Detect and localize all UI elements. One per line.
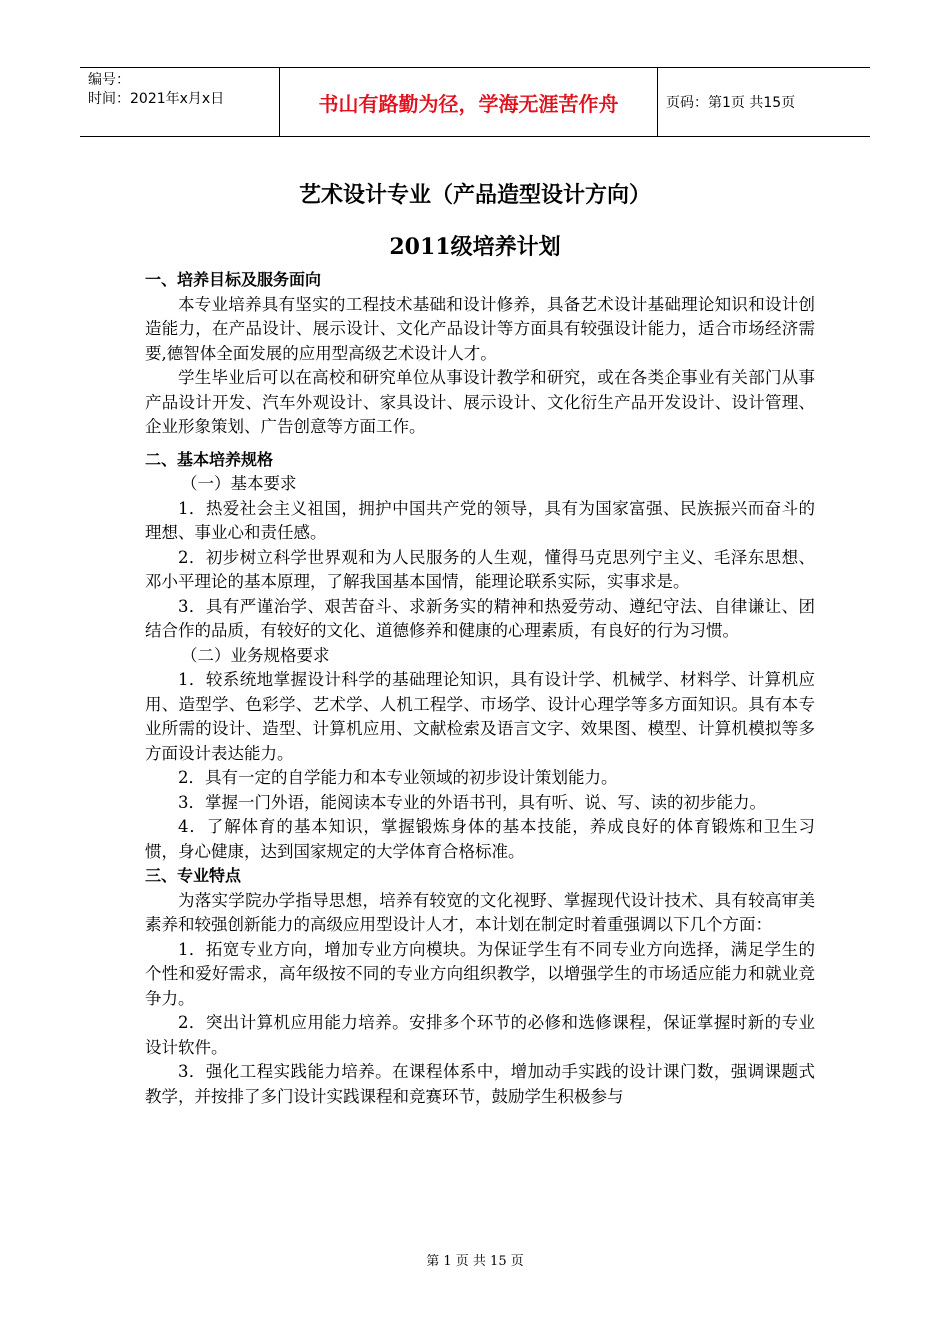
list-item: 1．拓宽专业方向，增加专业方向模块。为保证学生有不同专业方向选择，满足学生的个性和爱好需求，高年级按不同的专业方向组织教学，以增强学生的市场适应能力和就业竞争力。 <box>145 939 815 1008</box>
document-subtitle: 2011级培养计划 <box>389 234 561 260</box>
list-item: 1．热爱社会主义祖国，拥护中国共产党的领导，具有为国家富强、民族振兴而奋斗的理想、事业心和责任感。 <box>145 498 815 542</box>
header-motto: 书山有路勤为径，学海无涯苦作舟 <box>280 68 658 136</box>
time-label: 时间：2021年x月x日 <box>88 91 225 107</box>
section-heading-2: 二、基本培养规格 <box>145 449 274 469</box>
list-item: 3．具有严谨治学、艰苦奋斗、求新务实的精神和热爱劳动、遵纪守法、自律谦让、团结合作的品质，有较好的文化、道德修养和健康的心理素质，有良好的行为习惯。 <box>145 596 815 640</box>
header-page-info: 页码：第1页 共15页 <box>666 95 796 111</box>
page-footer: 第 1 页 共 15 页 <box>426 1254 524 1269</box>
list-item: 2．具有一定的自学能力和本专业领域的初步设计策划能力。 <box>178 768 618 787</box>
paragraph: 为落实学院办学指导思想，培养有较宽的文化视野、掌握现代设计技术、具有较高审美素养和较强创新能力的高级应用型设计人才，本计划在制定时着重强调以下几个方面： <box>145 890 815 934</box>
section-heading-1: 一、培养目标及服务面向 <box>145 270 322 289</box>
list-item: 2．初步树立科学世界观和为人民服务的人生观，懂得马克思列宁主义、毛泽东思想、邓小平理论的基本原理，了解我国基本国情，能理论联系实际，实事求是。 <box>145 547 815 591</box>
subsection-heading: （一）基本要求 <box>181 474 297 493</box>
document-body <box>145 268 815 1109</box>
list-item: 3．强化工程实践能力培养。在课程体系中，增加动手实践的设计课门数，强调课题式教学，并按排了多门设计实践课程和竞赛环节，鼓励学生积极参与 <box>145 1062 815 1106</box>
list-item: 3．掌握一门外语，能阅读本专业的外语书刊，具有听、说、写、读的初步能力。 <box>178 792 766 812</box>
list-item: 1．较系统地掌握设计科学的基础理论知识，具有设计学、机械学、材料学、计算机应用、造型学、色彩学、艺术学、人机工程学、市场学、设计心理学等多方面知识。具有本专业所需的设计、造型、计算机应用、文献检索及语言文字、效果图、模型、计算机模拟等多方面设计表达能力。 <box>145 670 815 763</box>
paragraph: 本专业培养具有坚实的工程技术基础和设计修养，具备艺术设计基础理论知识和设计创造能力，在产品设计、展示设计、文化产品设计等方面具有较强设计能力，适合市场经济需要,德智体全面发展的应用型高级艺术设计人才。 <box>145 294 815 363</box>
list-item: 2．突出计算机应用能力培养。安排多个环节的必修和选修课程，保证掌握时新的专业设计软件。 <box>145 1013 815 1057</box>
section-heading-3: 三、专业特点 <box>145 866 242 885</box>
subsection-heading: （二）业务规格要求 <box>181 645 330 665</box>
page-header <box>80 67 870 137</box>
paragraph: 学生毕业后可以在高校和研究单位从事设计教学和研究，或在各类企事业有关部门从事产品设计开发、汽车外观设计、家具设计、展示设计、文化衍生产品开发设计、设计管理、企业形象策划、广告创意等方面工作。 <box>145 368 815 436</box>
number-label: 编号： <box>88 72 130 88</box>
header-meta <box>80 68 280 136</box>
document-title: 艺术设计专业（产品造型设计方向） <box>298 182 651 208</box>
list-item: 4．了解体育的基本知识，掌握锻炼身体的基本技能，养成良好的体育锻炼和卫生习惯，身心健康，达到国家规定的大学体育合格标准。 <box>145 817 815 861</box>
